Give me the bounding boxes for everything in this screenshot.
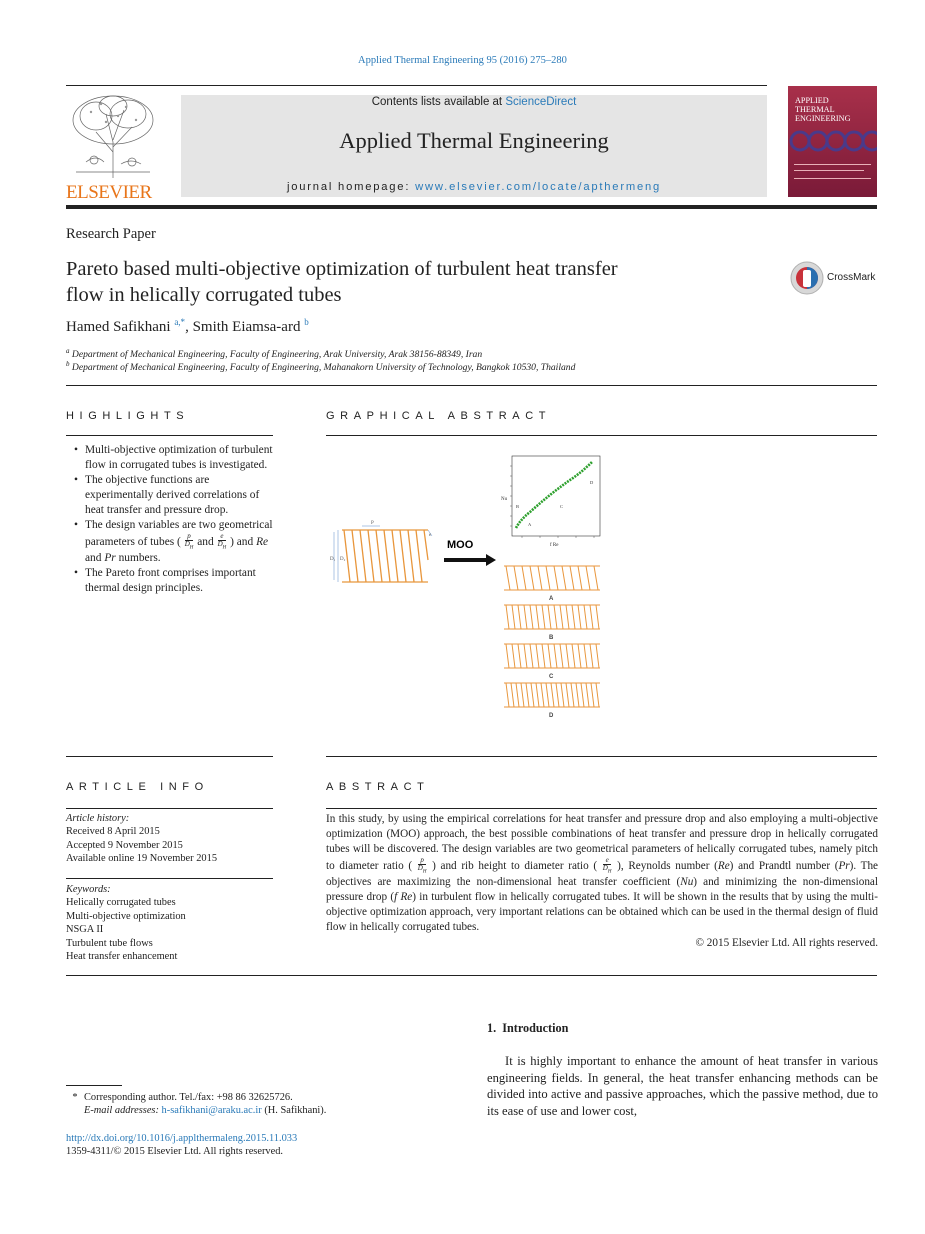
masthead-thick-rule xyxy=(66,205,877,209)
dim-p-label: P xyxy=(371,521,374,526)
keywords xyxy=(66,883,186,963)
top-rule xyxy=(66,85,767,86)
dim-e-label: e xyxy=(429,533,432,538)
tube-c-icon xyxy=(504,644,600,668)
frac-den-d-2: D xyxy=(217,540,223,548)
highlight-3 xyxy=(66,518,276,566)
cover-title-line2: THERMAL xyxy=(795,105,835,114)
author-1-affiliation[interactable]: a,* xyxy=(174,317,186,327)
affiliation-a-text: Department of Mechanical Engineering, Faculty of Engineering, Arak University, Arak 38156-88349, Iran xyxy=(71,349,483,361)
cover-text-lines-2 xyxy=(794,170,864,171)
footnote xyxy=(66,1091,446,1118)
corresponding-text: Corresponding author. Tel./fax: +98 86 32625726. xyxy=(84,1092,293,1103)
abs-frac-den-sub-2: H xyxy=(607,869,612,875)
frac-den-sub-2: H xyxy=(222,545,227,551)
email-link[interactable]: h-safikhani@araku.ac.ir xyxy=(161,1105,262,1117)
dim-d1-label: D₁ xyxy=(330,557,336,562)
cover-title-line1: APPLIED xyxy=(795,96,829,105)
tube-b-icon xyxy=(504,605,600,629)
abstract-part-7: ) in turbulent flow in helically corrugated tubes. It will be shown in the results that by using the multi-objective optimization approach, very important relations can be obtained which can be used in the thermal design of fluid flow in helically corrugated tubes. xyxy=(326,891,878,934)
cover-title-line3: ENGINEERING xyxy=(795,114,851,123)
graphical-abstract-rule xyxy=(326,435,877,436)
keyword-2: Multi-objective optimization xyxy=(66,910,186,922)
graphical-abstract-bottom-rule xyxy=(326,756,877,757)
homepage-line xyxy=(181,181,767,193)
tube-d-icon xyxy=(504,683,600,707)
pareto-plot xyxy=(501,456,600,548)
keyword-3: NSGA II xyxy=(66,924,104,936)
moo-label: MOO xyxy=(447,539,474,551)
title-line-2: flow in helically corrugated tubes xyxy=(66,284,342,306)
abs-frac-den-d: D xyxy=(417,864,423,872)
elsevier-wordmark: ELSEVIER xyxy=(66,182,152,203)
footnote-email xyxy=(66,1104,446,1117)
journal-cover xyxy=(788,86,877,197)
keywords-rule xyxy=(66,878,273,879)
abstract-rule xyxy=(326,808,877,809)
article-info-rule xyxy=(66,808,273,809)
abstract-copyright: © 2015 Elsevier Ltd. All rights reserved. xyxy=(695,937,878,950)
abstract-part-3: ), Reynolds number ( xyxy=(617,859,718,872)
contents-line xyxy=(181,96,767,108)
article-type: Research Paper xyxy=(66,226,156,242)
crossmark-icon xyxy=(790,261,824,295)
keywords-label: Keywords: xyxy=(66,884,111,895)
journal-title: Applied Thermal Engineering xyxy=(339,128,609,153)
homepage-prefix: journal homepage: xyxy=(286,181,411,193)
graphical-abstract-figure xyxy=(320,450,620,725)
abs-frac-den-2 xyxy=(603,865,612,875)
intro-text: It is highly important to enhance the amount of heat transfer in various engineering fields. In general, the heat transfer enhancing methods can be divided into active and passive approaches, which the passive method, due to its ease of use and lower cost, xyxy=(487,1054,878,1118)
contents-prefix: Contents lists available at xyxy=(371,96,503,108)
input-tube-icon xyxy=(342,530,428,582)
abs-frac-num-p: p xyxy=(418,857,427,865)
abstract-fraction-e-dh xyxy=(603,857,612,875)
plot-ylabel: Nu xyxy=(501,497,508,502)
footnote-rule xyxy=(66,1085,122,1086)
keyword-1: Helically corrugated tubes xyxy=(66,897,176,909)
affiliation-b-text: Department of Mechanical Engineering, Faculty of Engineering, Mahanakorn University of Technology, Bangkok 10530, Thailand xyxy=(71,362,576,374)
email-label: E-mail addresses: xyxy=(84,1105,159,1117)
title-line-1: Pareto based multi-objective optimization of turbulent heat transfer xyxy=(66,258,618,280)
journal-reference[interactable]: Applied Thermal Engineering 95 (2016) 275–280 xyxy=(358,55,567,66)
highlight-3-pr: Pr xyxy=(104,552,116,565)
author-1[interactable]: Hamed Safikhani xyxy=(66,319,171,335)
point-a-label: A xyxy=(528,522,532,527)
highlights-list xyxy=(66,443,276,596)
elsevier-logo xyxy=(66,92,160,203)
graphical-abstract-heading: GRAPHICAL ABSTRACT xyxy=(326,410,552,422)
affiliation-a xyxy=(66,347,482,360)
abstract-fre: f Re xyxy=(394,891,413,904)
frac-den-d: D xyxy=(184,540,190,548)
highlight-1: • Multi-objective optimization of turbulent flow in corrugated tubes is investigated. xyxy=(66,443,276,473)
affiliation-a-mark: a xyxy=(66,347,70,355)
cover-pattern-icon xyxy=(788,126,877,156)
cover-text-lines-3 xyxy=(794,178,871,179)
plot-xlabel: f Re xyxy=(550,543,559,548)
frac-den-sub: H xyxy=(189,545,194,551)
point-b-label: B xyxy=(516,504,520,509)
abstract-pr: Pr xyxy=(838,859,850,872)
footnote-corresponding xyxy=(66,1091,446,1104)
highlights-bottom-rule xyxy=(66,756,273,757)
frac-den-dh-2 xyxy=(218,541,227,551)
affiliation-b-mark: b xyxy=(66,360,70,368)
abstract-text xyxy=(326,812,878,951)
article-history xyxy=(66,812,217,866)
abs-frac-den-d-2: D xyxy=(602,864,608,872)
highlight-3-re: Re xyxy=(256,535,269,548)
abstract-part-6: ) and minimizing the non-dimensional pressure drop ( xyxy=(326,876,879,904)
abstract-nu: Nu xyxy=(680,876,694,889)
abstract-part-1: In this study, by using the empirical correlations for heat transfer and pressure drop and also employing a multi-objective optimization (MOO) approach, the best possible combinations of heat transfer and pressure drop in helically corrugated tubes will be discovered. The design variables are two geometrical parameters of helically corrugated tubes, namely pitch to diameter ratio ( xyxy=(326,813,878,872)
highlights-heading: HIGHLIGHTS xyxy=(66,410,190,422)
abstract-part-2: ) and rib height to diameter ratio ( xyxy=(432,859,598,872)
fraction-p-dh xyxy=(185,533,194,551)
received-date: Received 8 April 2015 xyxy=(66,826,160,838)
keyword-5: Heat transfer enhancement xyxy=(66,951,178,963)
article-title xyxy=(66,256,618,308)
tube-c-label: C xyxy=(549,674,554,680)
author-separator: , xyxy=(185,319,193,335)
highlight-2: • The objective functions are experimentally derived correlations of heat transfer and pressure drop. xyxy=(66,473,276,518)
affiliation-rule xyxy=(66,385,877,386)
keyword-4: Turbulent tube flows xyxy=(66,937,153,949)
tube-d-label: D xyxy=(549,713,554,719)
abs-frac-den xyxy=(418,865,427,875)
tube-a-icon xyxy=(504,566,600,590)
homepage-link[interactable]: www.elsevier.com/locate/apthermeng xyxy=(415,181,662,193)
arrow-right-icon xyxy=(444,554,496,566)
abstract-part-4: ) and Prandtl number ( xyxy=(729,859,839,872)
highlight-3-a: The design variables are two geometrical parameters of tubes ( xyxy=(85,519,273,548)
author-2-affiliation[interactable]: b xyxy=(304,317,309,327)
crossmark-label: CrossMark xyxy=(827,272,876,283)
affiliation-b xyxy=(66,360,575,373)
cover-title xyxy=(795,96,850,123)
highlight-3-c: ) and xyxy=(230,535,254,548)
abstract-fraction-p-dh xyxy=(418,857,427,875)
sciencedirect-link[interactable]: ScienceDirect xyxy=(505,96,577,108)
fraction-e-dh xyxy=(218,533,227,551)
highlight-4: • The Pareto front comprises important thermal design principles. xyxy=(66,566,276,596)
abstract-heading: ABSTRACT xyxy=(326,781,430,793)
author-2[interactable]: Smith Eiamsa-ard xyxy=(192,319,301,335)
abstract-re: Re xyxy=(717,859,730,872)
highlight-3-d: numbers. xyxy=(118,552,161,565)
abstract-part-5: ). The objectives are maximizing the non-dimensional heat transfer coefficient ( xyxy=(326,859,879,889)
issn-line: 1359-4311/© 2015 Elsevier Ltd. All rights reserved. xyxy=(66,1146,284,1157)
point-d-label: D xyxy=(590,480,594,485)
footnote-star: * xyxy=(72,1092,78,1103)
online-date: Available online 19 November 2015 xyxy=(66,853,218,865)
accepted-date: Accepted 9 November 2015 xyxy=(66,839,183,851)
highlight-3-b: and xyxy=(197,535,214,548)
crossmark-badge[interactable] xyxy=(790,261,880,297)
intro-heading: 1. Introduction xyxy=(487,1021,569,1035)
cover-text-lines xyxy=(794,164,871,165)
article-info-heading: ARTICLE INFO xyxy=(66,781,209,793)
front-matter-bottom-rule xyxy=(66,975,877,976)
elsevier-tree-icon xyxy=(66,92,160,180)
highlights-rule xyxy=(66,435,273,436)
doi-link[interactable]: http://dx.doi.org/10.1016/j.applthermaleng.2015.11.033 xyxy=(66,1133,298,1144)
tube-a-label: A xyxy=(549,596,554,602)
tube-b-label: B xyxy=(549,635,554,641)
dim-d2-label: D₂ xyxy=(340,557,346,562)
author-line xyxy=(66,317,309,336)
frac-num-p: p xyxy=(185,533,194,541)
abs-frac-den-sub: H xyxy=(422,869,427,875)
point-c-label: C xyxy=(560,504,564,509)
frac-num-e: e xyxy=(218,533,227,541)
frac-den-dh xyxy=(185,541,194,551)
history-label: Article history: xyxy=(66,813,130,824)
abs-frac-num-e: e xyxy=(603,857,612,865)
email-name: (H. Safikhani). xyxy=(264,1105,327,1117)
highlight-3-and: and xyxy=(85,552,102,565)
